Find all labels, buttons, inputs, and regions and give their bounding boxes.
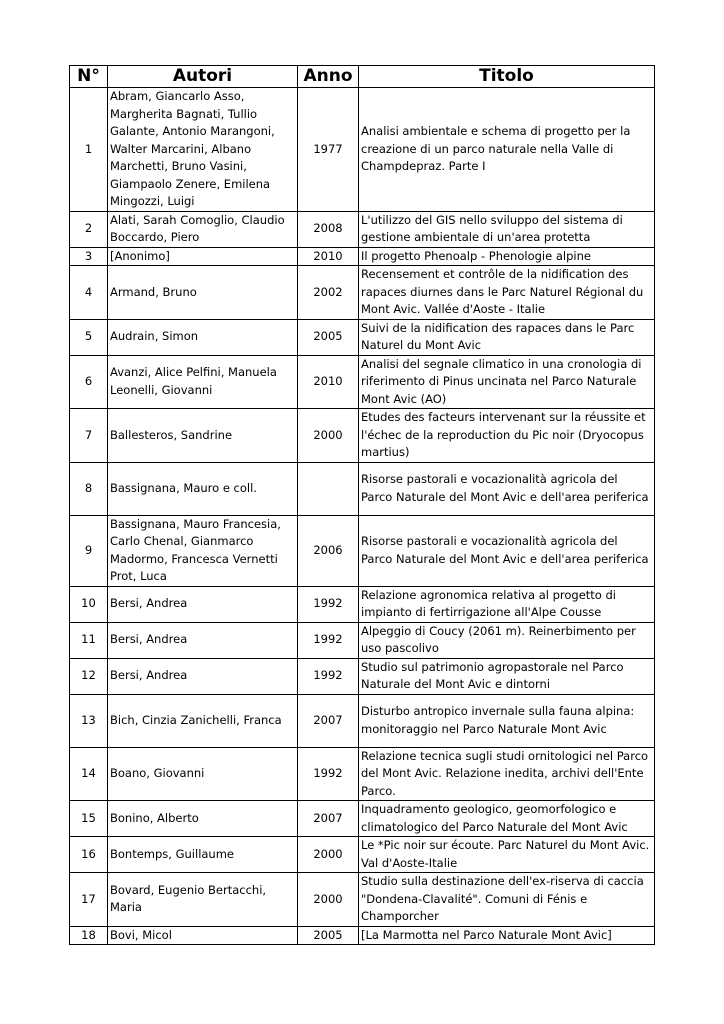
table-row (70, 266, 655, 320)
cell-num: 16 (70, 837, 108, 873)
cell-anno: 1992 (298, 586, 359, 622)
cell-autori: Armand, Bruno (108, 266, 298, 320)
cell-titolo: Analisi ambientale e schema di progetto per la creazione di un parco naturale nella Valle di Champdepraz. Parte I (359, 88, 655, 212)
header-row (70, 66, 655, 88)
cell-autori: Avanzi, Alice Pelfini, Manuela Leonelli, Giovanni (108, 355, 298, 409)
cell-anno: 2010 (298, 355, 359, 409)
cell-anno: 1977 (298, 88, 359, 212)
cell-anno: 2000 (298, 409, 359, 463)
cell-titolo: Relazione agronomica relativa al progetto di impianto di fertirrigazione all'Alpe Cousse (359, 586, 655, 622)
table-row (70, 622, 655, 658)
cell-titolo: Le *Pic noir sur écoute. Parc Naturel du Mont Avic. Val d'Aoste-Italie (359, 837, 655, 873)
table-row (70, 515, 655, 586)
cell-autori: Bersi, Andrea (108, 586, 298, 622)
table-row (70, 837, 655, 873)
cell-autori: Boano, Giovanni (108, 747, 298, 801)
cell-autori: Ballesteros, Sandrine (108, 409, 298, 463)
cell-titolo: Etudes des facteurs intervenant sur la réussite et l'échec de la reproduction du Pic noir (Dryocopus martius) (359, 409, 655, 463)
cell-titolo: Inquadramento geologico, geomorfologico e climatologico del Parco Naturale del Mont Avic (359, 801, 655, 837)
cell-anno: 1992 (298, 747, 359, 801)
header-num: N° (70, 66, 108, 88)
cell-titolo: Analisi del segnale climatico in una cronologia di riferimento di Pinus uncinata nel Parco Naturale Mont Avic (AO) (359, 355, 655, 409)
table-row (70, 247, 655, 266)
cell-num: 9 (70, 515, 108, 586)
table-row (70, 462, 655, 515)
cell-autori: Abram, Giancarlo Asso, Margherita Bagnati, Tullio Galante, Antonio Marangoni, Walter Marcarini, Albano Marchetti, Bruno Vasini, Giampaolo Zenere, Emilena Mingozzi, Luigi (108, 88, 298, 212)
cell-num: 1 (70, 88, 108, 212)
cell-titolo: Studio sul patrimonio agropastorale nel Parco Naturale del Mont Avic e dintorni (359, 658, 655, 694)
cell-anno: 2005 (298, 319, 359, 355)
cell-anno: 2006 (298, 515, 359, 586)
table-row (70, 319, 655, 355)
table-row (70, 658, 655, 694)
cell-autori: [Anonimo] (108, 247, 298, 266)
header-autori: Autori (108, 66, 298, 88)
table-row (70, 355, 655, 409)
cell-autori: Bovard, Eugenio Bertacchi, Maria (108, 873, 298, 927)
cell-titolo: Disturbo antropico invernale sulla fauna alpina: monitoraggio nel Parco Naturale Mont Avic (359, 694, 655, 747)
table-row (70, 409, 655, 463)
cell-num: 14 (70, 747, 108, 801)
table-row (70, 211, 655, 247)
cell-titolo: Il progetto Phenoalp - Phenologie alpine (359, 247, 655, 266)
cell-anno: 1992 (298, 622, 359, 658)
cell-anno: 2007 (298, 694, 359, 747)
cell-num: 10 (70, 586, 108, 622)
table-row (70, 873, 655, 927)
cell-autori: Bassignana, Mauro Francesia, Carlo Chenal, Gianmarco Madormo, Francesca Vernetti Prot, Luca (108, 515, 298, 586)
cell-autori: Bersi, Andrea (108, 622, 298, 658)
header-titolo: Titolo (359, 66, 655, 88)
cell-anno (298, 462, 359, 515)
cell-num: 6 (70, 355, 108, 409)
cell-titolo: Recensement et contrôle de la nidification des rapaces diurnes dans le Parc Naturel Régional du Mont Avic. Vallée d'Aoste - Italie (359, 266, 655, 320)
cell-num: 12 (70, 658, 108, 694)
cell-num: 11 (70, 622, 108, 658)
cell-titolo: Risorse pastorali e vocazionalità agricola del Parco Naturale del Mont Avic e dell'area periferica (359, 462, 655, 515)
cell-anno: 1992 (298, 658, 359, 694)
cell-autori: Bovi, Micol (108, 926, 298, 945)
cell-autori: Bersi, Andrea (108, 658, 298, 694)
cell-titolo: Studio sulla destinazione dell'ex-riserva di caccia "Dondena-Clavalité". Comuni di Fénis e Champorcher (359, 873, 655, 927)
cell-anno: 2010 (298, 247, 359, 266)
table-row (70, 747, 655, 801)
cell-num: 7 (70, 409, 108, 463)
table-row (70, 88, 655, 212)
cell-num: 2 (70, 211, 108, 247)
cell-titolo: Relazione tecnica sugli studi ornitologici nel Parco del Mont Avic. Relazione inedita, archivi dell'Ente Parco. (359, 747, 655, 801)
cell-autori: Audrain, Simon (108, 319, 298, 355)
cell-anno: 2002 (298, 266, 359, 320)
cell-anno: 2007 (298, 801, 359, 837)
cell-autori: Bonino, Alberto (108, 801, 298, 837)
cell-autori: Bich, Cinzia Zanichelli, Franca (108, 694, 298, 747)
cell-num: 3 (70, 247, 108, 266)
cell-num: 4 (70, 266, 108, 320)
table-row (70, 801, 655, 837)
cell-titolo: Suivi de la nidification des rapaces dans le Parc Naturel du Mont Avic (359, 319, 655, 355)
cell-titolo: [La Marmotta nel Parco Naturale Mont Avic] (359, 926, 655, 945)
cell-titolo: Alpeggio di Coucy (2061 m). Reinerbimento per uso pascolivo (359, 622, 655, 658)
cell-autori: Bassignana, Mauro e coll. (108, 462, 298, 515)
table-row (70, 586, 655, 622)
cell-titolo: L'utilizzo del GIS nello sviluppo del sistema di gestione ambientale di un'area protetta (359, 211, 655, 247)
cell-num: 15 (70, 801, 108, 837)
header-anno: Anno (298, 66, 359, 88)
bibliography-table (69, 65, 655, 945)
cell-autori: Bontemps, Guillaume (108, 837, 298, 873)
cell-num: 5 (70, 319, 108, 355)
cell-num: 17 (70, 873, 108, 927)
cell-anno: 2005 (298, 926, 359, 945)
cell-num: 13 (70, 694, 108, 747)
cell-num: 8 (70, 462, 108, 515)
cell-anno: 2000 (298, 837, 359, 873)
cell-anno: 2008 (298, 211, 359, 247)
cell-autori: Alati, Sarah Comoglio, Claudio Boccardo, Piero (108, 211, 298, 247)
table-row (70, 926, 655, 945)
cell-num: 18 (70, 926, 108, 945)
cell-anno: 2000 (298, 873, 359, 927)
cell-titolo: Risorse pastorali e vocazionalità agricola del Parco Naturale del Mont Avic e dell'area periferica (359, 515, 655, 586)
table-row (70, 694, 655, 747)
